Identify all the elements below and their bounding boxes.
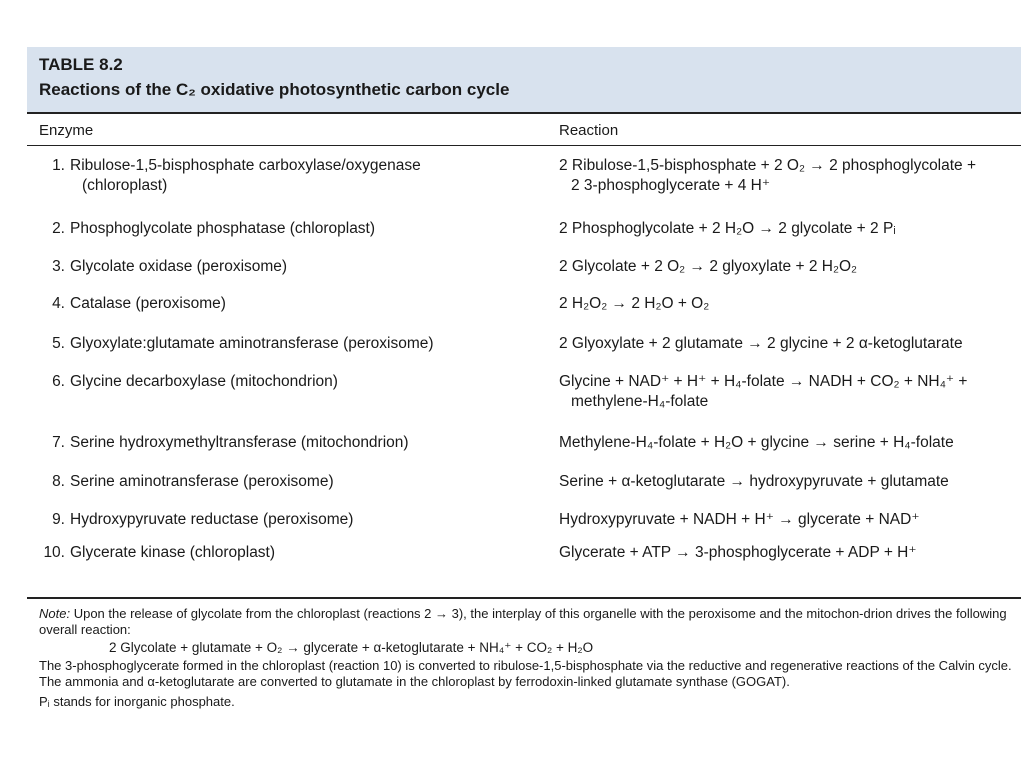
reaction-text: Methylene-H₄-folate + H₂O + glycine → serine + H₄-folate — [559, 434, 954, 451]
table-notes — [27, 602, 1014, 710]
enzyme-name: Serine aminotransferase (peroxisome) — [70, 473, 334, 490]
table-bottom-rule — [27, 597, 1021, 599]
reaction-text: 2 Phosphoglycolate + 2 H₂O → 2 glycolate + 2 Pᵢ — [559, 220, 896, 237]
note-label: Note: — [39, 606, 71, 621]
row-number: 2. — [52, 220, 65, 237]
document-table — [27, 47, 1021, 710]
column-header-enzyme: Enzyme — [39, 122, 94, 139]
reaction-text: 2 H₂O₂ → 2 H₂O + O₂ — [559, 295, 710, 312]
reaction-cell — [559, 372, 1019, 412]
reaction-text: 2 Glycolate + 2 O₂ → 2 glyoxylate + 2 H₂O₂ — [559, 258, 858, 275]
table-body — [27, 146, 1021, 602]
note-text-1: Upon the release of glycolate from the chloroplast (reactions 2 → 3), the interplay of this organelle with the peroxisome and the mitochon-drion drives the following overall reaction: — [39, 606, 1007, 637]
row-number: 1. — [52, 157, 65, 174]
table-header — [27, 47, 1021, 114]
table-number: TABLE 8.2 — [39, 55, 123, 74]
enzyme-location: (chloroplast) — [82, 177, 168, 194]
reaction-continuation: 2 3-phosphoglycerate + 4 H⁺ — [571, 177, 771, 194]
row-number: 10. — [43, 544, 65, 561]
enzyme-name: Glycolate oxidase (peroxisome) — [70, 258, 288, 275]
row-number: 8. — [52, 473, 65, 490]
enzyme-name: Glyoxylate:glutamate aminotransferase (peroxisome) — [70, 335, 434, 352]
table-title: Reactions of the C₂ oxidative photosynthetic carbon cycle — [39, 80, 510, 99]
row-number: 7. — [52, 434, 65, 451]
enzyme-name: Glycine decarboxylase (mitochondrion) — [70, 373, 338, 390]
reaction-continuation: methylene-H₄-folate — [571, 393, 709, 410]
overall-reaction-equation: 2 Glycolate + glutamate + O₂ → glycerate + α-ketoglutarate + NH₄⁺ + CO₂ + H₂O — [109, 640, 594, 655]
column-header-reaction: Reaction — [559, 122, 619, 139]
reaction-text: Serine + α-ketoglutarate → hydroxypyruvate + glutamate — [559, 473, 949, 490]
row-number: 9. — [52, 511, 65, 528]
row-number: 6. — [52, 373, 65, 390]
enzyme-name: Serine hydroxymethyltransferase (mitochondrion) — [70, 434, 409, 451]
reaction-text: 2 Glyoxylate + 2 glutamate → 2 glycine + 2 α-ketoglutarate — [559, 335, 963, 352]
enzyme-name: Phosphoglycolate phosphatase (chloroplast) — [70, 220, 376, 237]
enzyme-cell — [70, 156, 550, 196]
enzyme-name: Glycerate kinase (chloroplast) — [70, 544, 276, 561]
reaction-text: Glycine + NAD⁺ + H⁺ + H₄-folate → NADH + CO₂ + NH₄⁺ + — [559, 373, 968, 390]
enzyme-name: Ribulose-1,5-bisphosphate carboxylase/oxygenase — [70, 157, 421, 174]
reaction-text: Glycerate + ATP → 3-phosphoglycerate + ADP + H⁺ — [559, 544, 917, 561]
row-number: 3. — [52, 258, 65, 275]
reaction-text: Hydroxypyruvate + NADH + H⁺ → glycerate + NAD⁺ — [559, 511, 920, 528]
note-paragraph-1 — [39, 606, 1014, 638]
reaction-cell — [559, 156, 1019, 196]
row-number: 4. — [52, 295, 65, 312]
reaction-text: 2 Ribulose-1,5-bisphosphate + 2 O₂ → 2 phosphoglycolate + — [559, 157, 977, 174]
enzyme-name: Hydroxypyruvate reductase (peroxisome) — [70, 511, 354, 528]
note-paragraph-3: Pᵢ stands for inorganic phosphate. — [39, 694, 235, 709]
row-number: 5. — [52, 335, 65, 352]
note-paragraph-2: The 3-phosphoglycerate formed in the chloroplast (reaction 10) is converted to ribulose-1,5-bisphosphate via the reductive and regenerative reactions of the Calvin cycle. The ammonia and α-ketoglutarate are converted to glutamate in the chloroplast by ferrodoxin-linked glutamate synthase (GOGAT). — [39, 658, 1012, 689]
enzyme-name: Catalase (peroxisome) — [70, 295, 226, 312]
column-headers — [27, 114, 1021, 146]
